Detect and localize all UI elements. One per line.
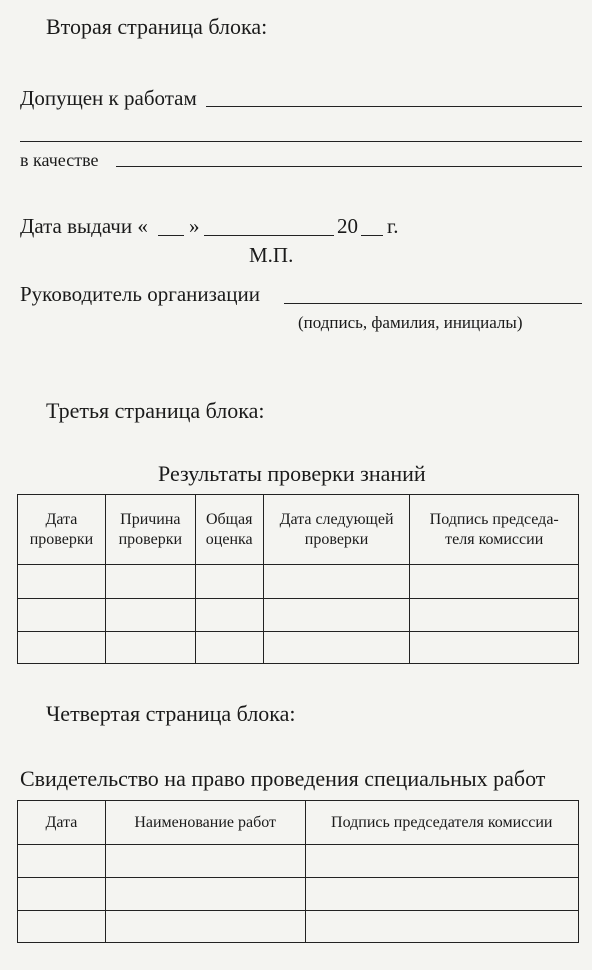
admitted-line <box>206 106 582 107</box>
column-header: Общая оценка <box>195 495 263 565</box>
table-cell[interactable] <box>305 845 578 878</box>
column-header: Подпись председа- теля комиссии <box>410 495 579 565</box>
column-header: Наименование работ <box>105 801 305 845</box>
table-row <box>18 565 579 599</box>
page4-heading: Четвертая страница блока: <box>46 701 296 726</box>
table-cell[interactable] <box>263 599 410 632</box>
table-cell[interactable] <box>195 565 263 599</box>
seal-label: М.П. <box>249 243 294 267</box>
table-cell[interactable] <box>305 878 578 911</box>
as-label: в качестве <box>20 150 99 170</box>
issue-month-line <box>204 235 334 236</box>
issue-date-quote-close: » <box>189 214 200 238</box>
table-cell[interactable] <box>18 845 106 878</box>
issue-year-suffix: г. <box>387 214 399 238</box>
table-row <box>18 911 579 943</box>
table-cell[interactable] <box>410 632 579 664</box>
table-row <box>18 599 579 632</box>
signature-hint: (подпись, фамилия, инициалы) <box>298 313 523 332</box>
page3-heading: Третья страница блока: <box>46 398 265 423</box>
table-cell[interactable] <box>410 565 579 599</box>
special-works-table <box>17 800 579 943</box>
table-row <box>18 632 579 664</box>
table-cell[interactable] <box>18 632 106 664</box>
column-header: Дата <box>18 801 106 845</box>
table-cell[interactable] <box>105 845 305 878</box>
issue-year-prefix: 20 <box>337 214 358 238</box>
page2-heading: Вторая страница блока: <box>46 14 268 39</box>
column-header: Подпись председателя комиссии <box>305 801 578 845</box>
head-label: Руководитель организации <box>20 282 260 306</box>
table-cell[interactable] <box>105 565 195 599</box>
issue-year-line <box>361 235 383 236</box>
table-cell[interactable] <box>18 878 106 911</box>
knowledge-table-title: Результаты проверки знаний <box>158 461 426 486</box>
table-cell[interactable] <box>195 599 263 632</box>
issue-date-label: Дата выдачи « <box>20 214 148 238</box>
table-row <box>18 878 579 911</box>
issue-day-line <box>158 235 184 236</box>
special-works-table-title: Свидетельство на право проведения специальных работ <box>20 766 546 791</box>
as-line <box>116 166 582 167</box>
table-cell[interactable] <box>263 565 410 599</box>
knowledge-check-table <box>17 494 579 664</box>
admitted-line-2 <box>20 141 582 142</box>
table-cell[interactable] <box>410 599 579 632</box>
column-header: Дата проверки <box>18 495 106 565</box>
table-cell[interactable] <box>105 599 195 632</box>
table-header-row <box>18 801 579 845</box>
table-cell[interactable] <box>195 632 263 664</box>
table-header-row <box>18 495 579 565</box>
column-header: Причина проверки <box>105 495 195 565</box>
table-cell[interactable] <box>18 599 106 632</box>
table-row <box>18 845 579 878</box>
table-cell[interactable] <box>18 565 106 599</box>
column-header: Дата следующей проверки <box>263 495 410 565</box>
table-cell[interactable] <box>105 878 305 911</box>
table-cell[interactable] <box>18 911 106 943</box>
table-cell[interactable] <box>105 632 195 664</box>
admitted-label: Допущен к работам <box>20 86 197 110</box>
table-cell[interactable] <box>263 632 410 664</box>
head-signature-line <box>284 303 582 304</box>
table-cell[interactable] <box>305 911 578 943</box>
table-cell[interactable] <box>105 911 305 943</box>
